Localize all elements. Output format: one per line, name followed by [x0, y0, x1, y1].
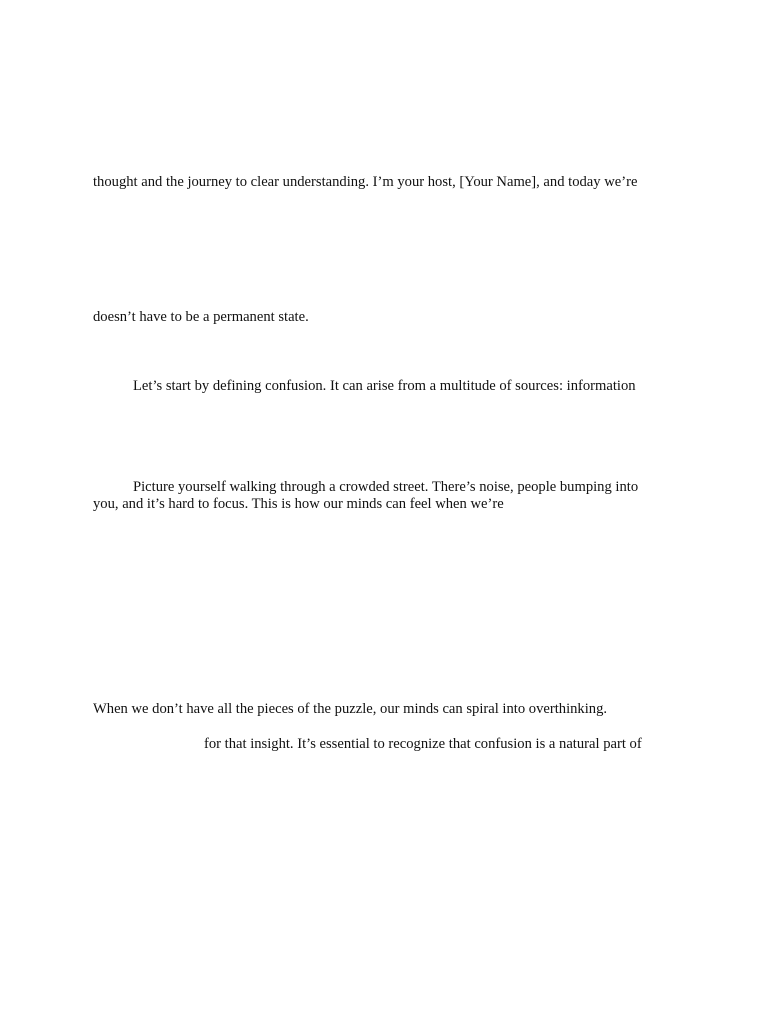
- text-line: Let’s start by defining confusion. It can arise from a multitude of sources: information: [133, 378, 636, 394]
- text-line: doesn’t have to be a permanent state.: [93, 309, 309, 325]
- text-line: for that insight. It’s essential to recognize that confusion is a natural part of: [204, 736, 642, 752]
- text-line: When we don’t have all the pieces of the puzzle, our minds can spiral into overthinking.: [93, 701, 608, 717]
- text-line: thought and the journey to clear understanding. I’m your host, [Your Name], and today we’re: [93, 174, 638, 190]
- text-line: you, and it’s hard to focus. This is how our minds can feel when we’re: [93, 496, 504, 512]
- text-line: Picture yourself walking through a crowded street. There’s noise, people bumping into: [133, 479, 639, 495]
